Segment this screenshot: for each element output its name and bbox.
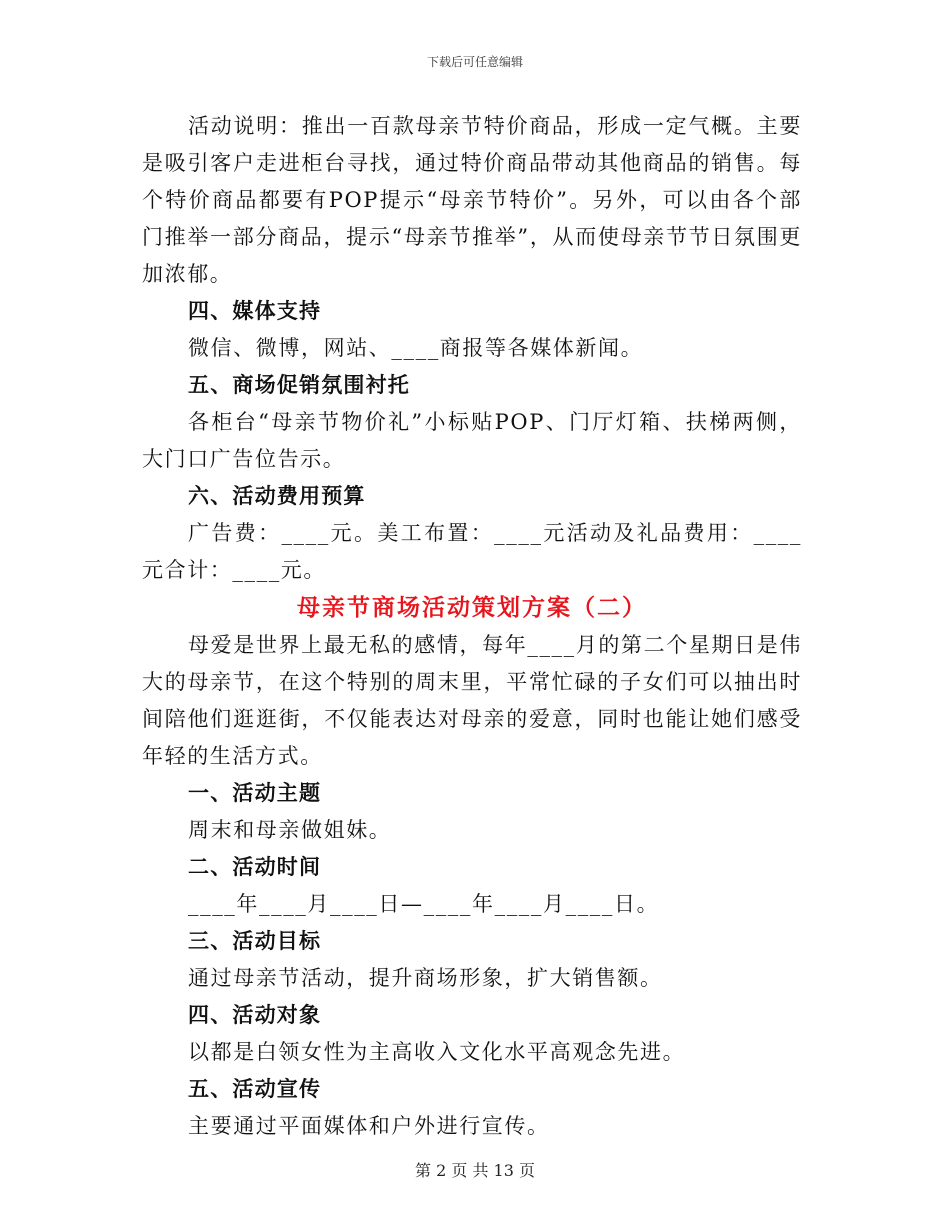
activity-description-paragraph: 活动说明：推出一百款母亲节特价商品，形成一定气概。主要是吸引客户走进柜台寻找，通过特价商品带动其他商品的销售。每个特价商品都要有POP提示“母亲节特价”。另外，可以由各个部门推举一部分商品，提示“母亲节推举”，从而使母亲节节日氛围更加浓郁。	[142, 114, 802, 286]
activity-goal-paragraph: 通过母亲节活动，提升商场形象，扩大销售额。	[188, 966, 663, 990]
heading-activity-time: 二、活动时间	[188, 855, 322, 879]
media-support-paragraph: 微信、微博，网站、____商报等各媒体新闻。	[188, 336, 644, 360]
activity-time-paragraph: ____年____月____日—____年____月____日。	[188, 892, 660, 916]
heading-activity-goal: 三、活动目标	[188, 929, 322, 953]
page-header: 下载后可任意编辑	[426, 55, 523, 69]
heading-activity-theme: 一、活动主题	[188, 781, 322, 805]
heading-activity-promotion: 五、活动宣传	[188, 1077, 322, 1101]
section-title: 母亲节商场活动策划方案（二）	[297, 595, 647, 621]
section-intro-paragraph: 母爱是世界上最无私的感情，每年____月的第二个星期日是伟大的母亲节，在这个特别的周末里，平常忙碌的子女们可以抽出时间陪他们逛逛街，不仅能表达对母亲的爱意，同时也能让她们感受年轻的生活方式。	[142, 633, 802, 768]
budget-paragraph: 广告费：____元。美工布置：____元活动及礼品费用：____元合计：____元。	[142, 521, 802, 582]
heading-media-support: 四、媒体支持	[188, 299, 322, 323]
atmosphere-paragraph: 各柜台“母亲节物价礼”小标贴POP、门厅灯箱、扶梯两侧，大门口广告位告示。	[142, 410, 802, 471]
page-footer: 第 2 页 共 13 页	[415, 1161, 535, 1180]
document-body	[142, 108, 802, 1145]
activity-theme-paragraph: 周末和母亲做姐妹。	[188, 818, 392, 842]
heading-activity-target: 四、活动对象	[188, 1003, 322, 1027]
activity-target-paragraph: 以都是白领女性为主高收入文化水平高观念先进。	[188, 1040, 686, 1064]
heading-budget: 六、活动费用预算	[188, 484, 366, 508]
activity-promotion-paragraph: 主要通过平面媒体和户外进行宣传。	[188, 1114, 550, 1138]
heading-atmosphere: 五、商场促销氛围衬托	[188, 373, 410, 397]
